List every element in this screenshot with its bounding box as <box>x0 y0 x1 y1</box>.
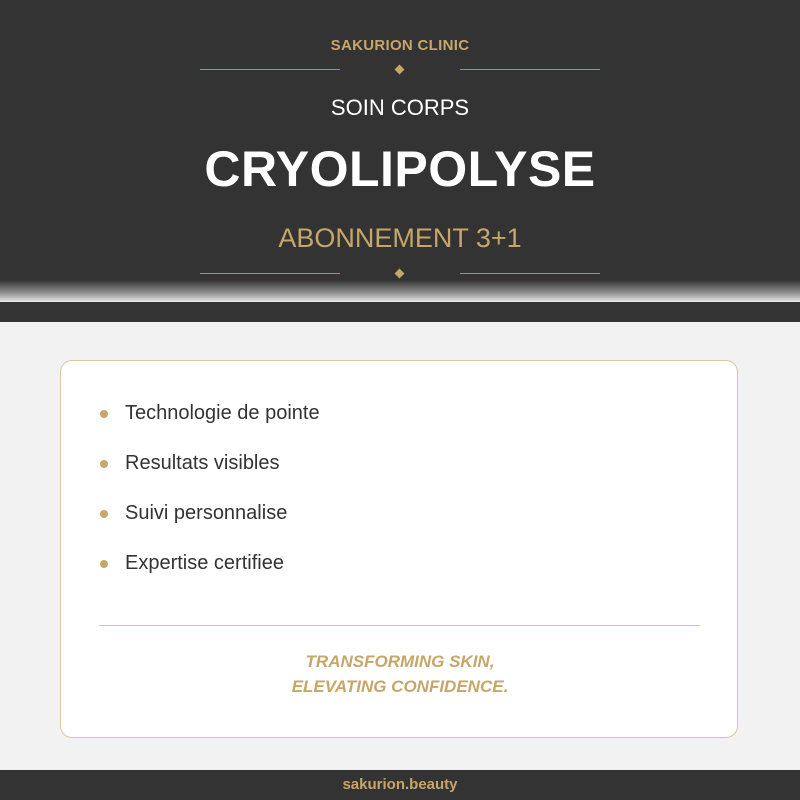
feature-label: Suivi personnalise <box>125 502 288 524</box>
footer-bar <box>0 770 800 800</box>
clinic-name: SAKURION CLINIC <box>330 37 470 54</box>
diamond-icon <box>395 65 405 75</box>
treatment-category: SOIN CORPS <box>330 95 470 120</box>
card-divider <box>99 625 700 626</box>
feature-item <box>99 399 320 449</box>
bullet-icon <box>100 560 108 568</box>
ornament-line-left <box>200 69 340 70</box>
ornament-line-right <box>460 69 600 70</box>
feature-item <box>99 549 320 599</box>
bullet-icon <box>100 460 108 468</box>
header-bottom-band <box>0 302 800 322</box>
feature-label: Resultats visibles <box>125 452 280 474</box>
treatment-title: CRYOLIPOLYSE <box>204 141 596 197</box>
tagline <box>61 649 739 699</box>
website-label: sakurion.beauty <box>342 776 458 793</box>
feature-list <box>99 399 320 599</box>
feature-item <box>99 499 320 549</box>
features-card <box>60 360 738 738</box>
feature-label: Technologie de pointe <box>125 402 320 424</box>
bullet-icon <box>100 410 108 418</box>
bottom-ornament-divider <box>200 268 600 280</box>
tagline-line-1: TRANSFORMING SKIN, <box>305 652 495 671</box>
feature-item <box>99 449 320 499</box>
ornament-line-right <box>460 273 600 274</box>
header-gradient <box>0 280 800 302</box>
bullet-icon <box>100 510 108 518</box>
ornament-line-left <box>200 273 340 274</box>
offer-subtitle: ABONNEMENT 3+1 <box>278 223 522 253</box>
diamond-icon <box>395 269 405 279</box>
top-ornament-divider <box>200 64 600 76</box>
tagline-line-2: ELEVATING CONFIDENCE. <box>291 677 509 696</box>
feature-label: Expertise certifiee <box>125 552 284 574</box>
